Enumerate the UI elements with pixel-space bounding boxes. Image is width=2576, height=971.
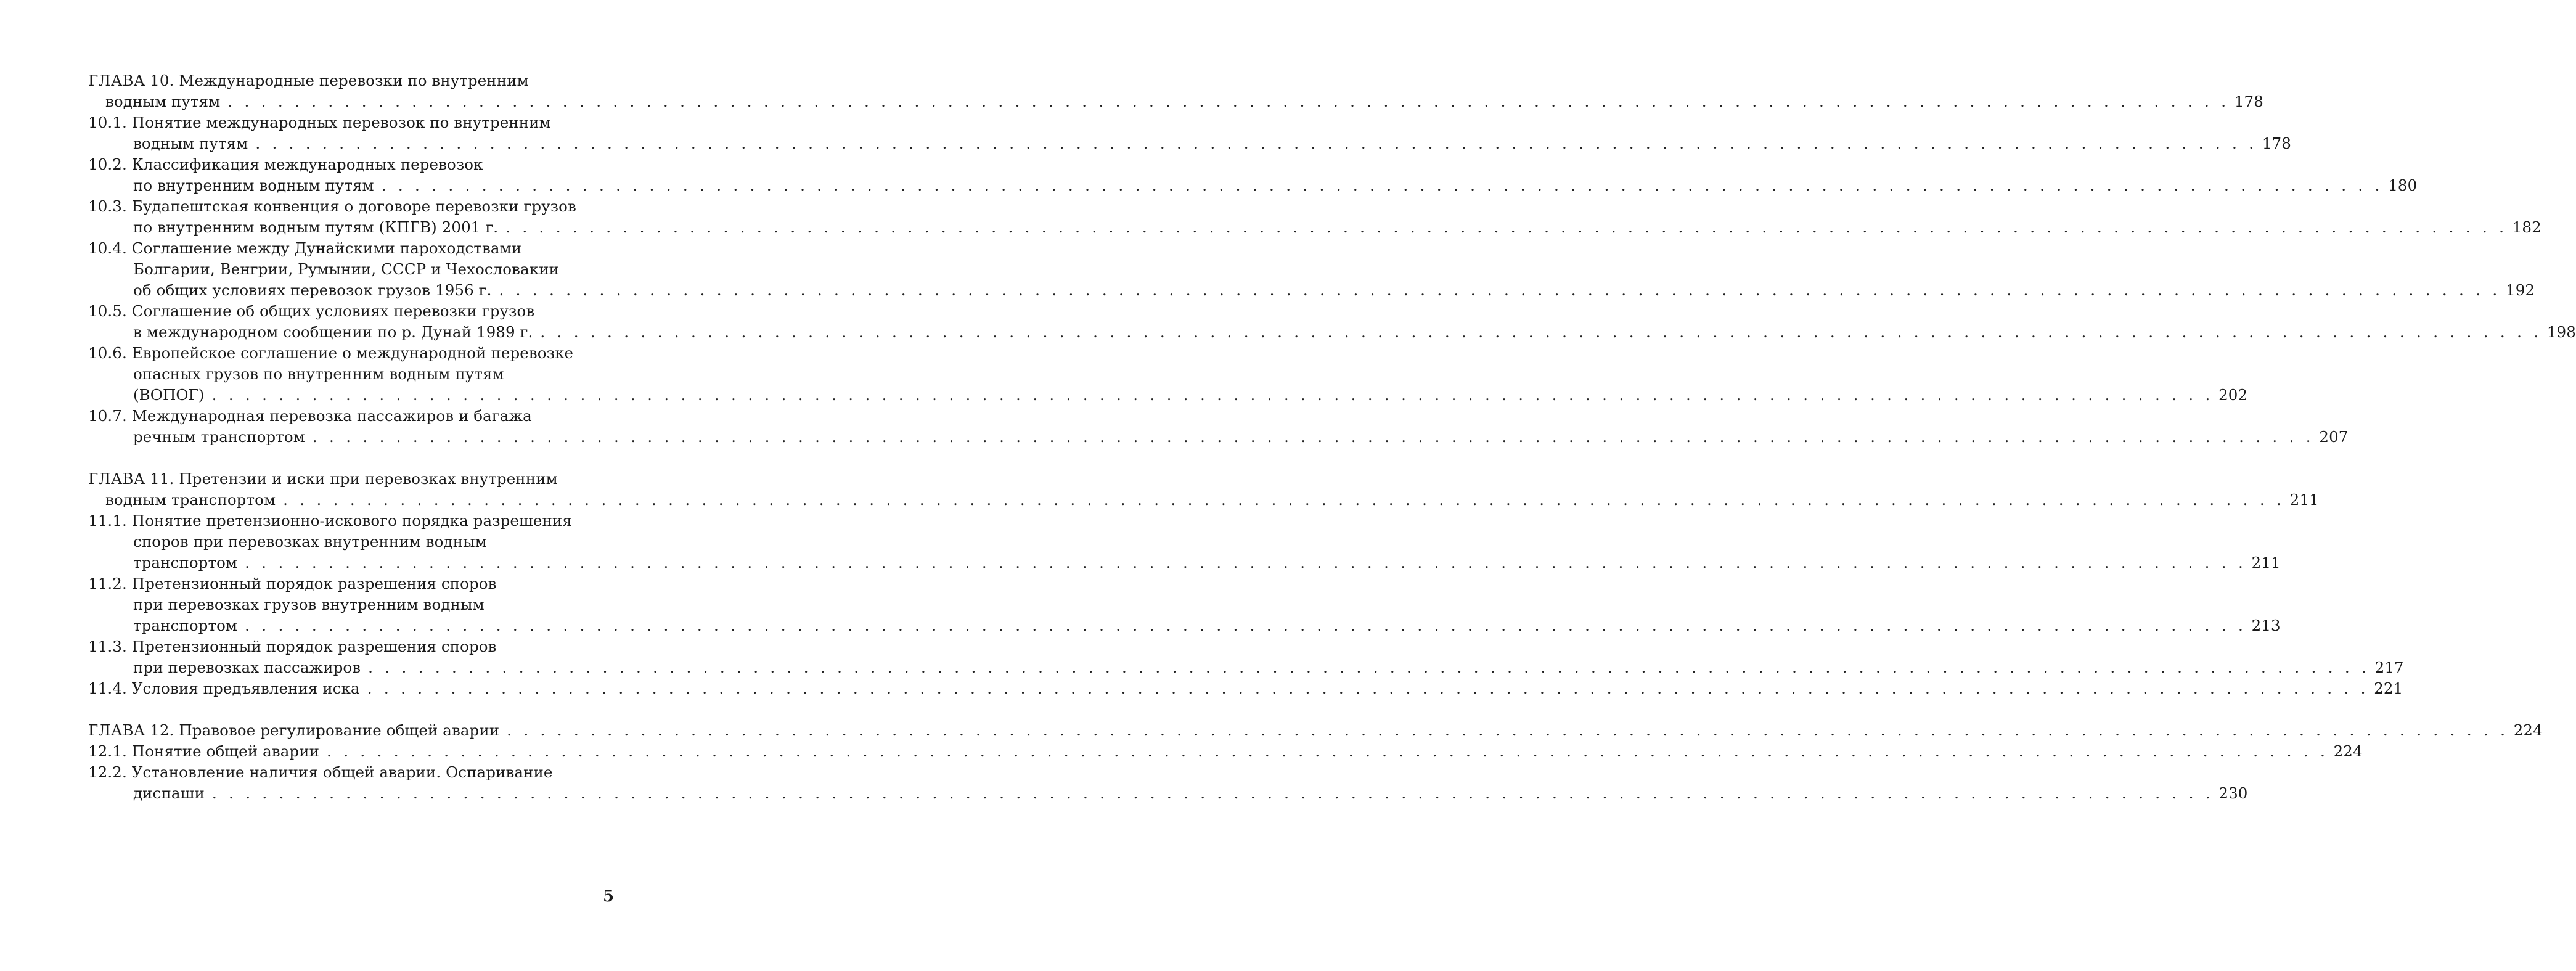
section-number: 10.7.: [88, 407, 127, 425]
entry-title: в международном сообщении по р. Дунай 1989 г.: [133, 323, 533, 341]
toc-section: [88, 741, 2363, 762]
toc-section: [88, 678, 2403, 699]
section-title-continuation: [88, 280, 2535, 301]
section-number: 11.3.: [88, 637, 127, 655]
entry-title: по внутренним водным путям: [133, 176, 374, 194]
entry-title: Условия предъявления иска: [131, 679, 360, 697]
entry-title: водным транспортом: [105, 491, 276, 509]
entry-title: ГЛАВА 12. Правовое регулирование общей аварии: [88, 721, 500, 739]
section-title-continuation: [88, 259, 613, 280]
section-number: 11.2.: [88, 575, 127, 592]
dot-leader: . . . . . . . . . . . . . . . . . . . . . . . . . . . . . . . . . . . . . . . . . . . . . . . . . . . . . . . . . . . . . . . . . . . . . . . . . . . . . . . . . . . . . . . . . . . . . . . . . . . . . . . . . . . . . . . . . . . . . . . .: [327, 742, 2329, 760]
section-title-continuation: [88, 552, 2281, 573]
section-number: 12.2.: [88, 763, 127, 781]
toc-section: [88, 238, 2535, 301]
entry-title: Международная перевозка пассажиров и багажа: [131, 407, 532, 425]
dot-leader: . . . . . . . . . . . . . . . . . . . . . . . . . . . . . . . . . . . . . . . . . . . . . . . . . . . . . . . . . . . . . . . . . . . . . . . . . . . . . . . . . . . . . . . . . . . . . . . . . . . . . . . . . . . . . . . . . . . . . . . .: [367, 679, 2370, 697]
section-number: 10.4.: [88, 239, 127, 257]
dot-leader: . . . . . . . . . . . . . . . . . . . . . . . . . . . . . . . . . . . . . . . . . . . . . . . . . . . . . . . . . . . . . . . . . . . . . . . . . . . . . . . . . . . . . . . . . . . . . . . . . . . . . . . . . . . . . . . . . . . . . . . .: [499, 281, 2501, 299]
section-number: 10.3.: [88, 197, 127, 215]
section-title-continuation: [88, 531, 613, 552]
entry-title: Классификация международных перевозок: [131, 155, 483, 173]
toc-section: [88, 112, 2291, 154]
section-number: 12.1.: [88, 742, 127, 760]
section-title-line: [88, 301, 613, 322]
entry-title: транспортом: [133, 617, 238, 634]
entry-title: Понятие общей аварии: [131, 742, 320, 760]
entry-title: ГЛАВА 11. Претензии и иски при перевозках внутренним: [88, 470, 558, 488]
entry-title: водным путям: [133, 134, 248, 152]
entry-title: Соглашение между Дунайскими пароходствами: [131, 239, 522, 257]
chapter-title-continuation: [88, 490, 2319, 510]
page-ref: 213: [2251, 617, 2281, 634]
toc-section: [88, 406, 2349, 448]
dot-leader: . . . . . . . . . . . . . . . . . . . . . . . . . . . . . . . . . . . . . . . . . . . . . . . . . . . . . . . . . . . . . . . . . . . . . . . . . . . . . . . . . . . . . . . . . . . . . . . . . . . . . . . . . . . . . . . . . . . . . . . .: [255, 134, 2257, 152]
chapter-title-line: [88, 469, 613, 490]
section-title-line: [88, 112, 613, 133]
page-ref: 230: [2218, 784, 2248, 802]
toc-chapter: [88, 469, 2404, 699]
dot-leader: . . . . . . . . . . . . . . . . . . . . . . . . . . . . . . . . . . . . . . . . . . . . . . . . . . . . . . . . . . . . . . . . . . . . . . . . . . . . . . . . . . . . . . . . . . . . . . . . . . . . . . . . . . . . . . . . . . . . . . . .: [245, 554, 2247, 572]
chapter-title-line: [88, 720, 2543, 741]
page-ref: 221: [2374, 679, 2403, 697]
section-title-line: [88, 343, 613, 364]
page-ref: 207: [2319, 428, 2349, 446]
dot-leader: . . . . . . . . . . . . . . . . . . . . . . . . . . . . . . . . . . . . . . . . . . . . . . . . . . . . . . . . . . . . . . . . . . . . . . . . . . . . . . . . . . . . . . . . . . . . . . . . . . . . . . . . . . . . . . . . . . . . . . . .: [368, 658, 2370, 676]
chapter-title-continuation: [88, 91, 2263, 112]
toc-section: [88, 343, 2248, 406]
entry-title: опасных грузов по внутренним водным путям: [133, 365, 504, 383]
section-title-continuation: [88, 427, 2349, 448]
section-title-continuation: [88, 385, 2248, 406]
table-of-contents: [88, 70, 2576, 825]
section-title-line: [88, 154, 613, 175]
entry-title: при перевозках грузов внутренним водным: [133, 596, 485, 613]
section-number: 10.5.: [88, 302, 127, 320]
section-title-continuation: [88, 594, 613, 615]
section-title-continuation: [88, 364, 613, 385]
page-ref: 224: [2513, 721, 2543, 739]
toc-section: [88, 762, 2248, 804]
page-ref: 211: [2289, 491, 2319, 509]
page-ref: 182: [2512, 218, 2541, 236]
entry-title: водным путям: [105, 92, 221, 110]
section-title-continuation: [88, 322, 2576, 343]
page-ref: 192: [2506, 281, 2535, 299]
section-title-line: [88, 573, 613, 594]
entry-title: Соглашение об общих условиях перевозки грузов: [131, 302, 535, 320]
toc-chapter: [88, 70, 2576, 448]
entry-title: споров при перевозках внутренним водным: [133, 533, 487, 551]
toc-section: [88, 154, 2418, 196]
entry-title: Понятие претензионно-искового порядка разрешения: [131, 512, 572, 530]
section-number: 11.4.: [88, 679, 127, 697]
page-number: 5: [603, 887, 615, 906]
section-number: 10.1.: [88, 113, 127, 131]
section-title-continuation: [88, 133, 2291, 154]
page-ref: 211: [2251, 554, 2281, 572]
section-number: 10.6.: [88, 344, 127, 362]
dot-leader: . . . . . . . . . . . . . . . . . . . . . . . . . . . . . . . . . . . . . . . . . . . . . . . . . . . . . . . . . . . . . . . . . . . . . . . . . . . . . . . . . . . . . . . . . . . . . . . . . . . . . . . . . . . . . . . . . . . . . . . .: [227, 92, 2230, 110]
section-number: 11.1.: [88, 512, 127, 530]
section-title-line: [88, 762, 613, 783]
section-title-continuation: [88, 217, 2541, 238]
toc-section: [88, 301, 2576, 343]
page-ref: 178: [2234, 92, 2263, 110]
entry-title: об общих условиях перевозок грузов 1956 г.: [133, 281, 492, 299]
section-title-line: [88, 406, 613, 427]
page-ref: 180: [2388, 176, 2418, 194]
dot-leader: . . . . . . . . . . . . . . . . . . . . . . . . . . . . . . . . . . . . . . . . . . . . . . . . . . . . . . . . . . . . . . . . . . . . . . . . . . . . . . . . . . . . . . . . . . . . . . . . . . . . . . . . . . . . . . . . . . . . . . . .: [312, 428, 2315, 446]
section-title-line: [88, 196, 613, 217]
dot-leader: . . . . . . . . . . . . . . . . . . . . . . . . . . . . . . . . . . . . . . . . . . . . . . . . . . . . . . . . . . . . . . . . . . . . . . . . . . . . . . . . . . . . . . . . . . . . . . . . . . . . . . . . . . . . . . . . . . . . . . . .: [507, 721, 2509, 739]
toc-section: [88, 573, 2281, 636]
toc-chapter: [88, 720, 2543, 804]
toc-section: [88, 510, 2281, 573]
page-ref: 217: [2374, 658, 2404, 676]
entry-title: при перевозках пассажиров: [133, 658, 361, 676]
dot-leader: . . . . . . . . . . . . . . . . . . . . . . . . . . . . . . . . . . . . . . . . . . . . . . . . . . . . . . . . . . . . . . . . . . . . . . . . . . . . . . . . . . . . . . . . . . . . . . . . . . . . . . . . . . . . . . . . . . . . . . . .: [245, 617, 2247, 634]
dot-leader: . . . . . . . . . . . . . . . . . . . . . . . . . . . . . . . . . . . . . . . . . . . . . . . . . . . . . . . . . . . . . . . . . . . . . . . . . . . . . . . . . . . . . . . . . . . . . . . . . . . . . . . . . . . . . . . . . . . . . . . .: [381, 176, 2384, 194]
section-title-line: [88, 510, 613, 531]
toc-section: [88, 636, 2404, 678]
dot-leader: . . . . . . . . . . . . . . . . . . . . . . . . . . . . . . . . . . . . . . . . . . . . . . . . . . . . . . . . . . . . . . . . . . . . . . . . . . . . . . . . . . . . . . . . . . . . . . . . . . . . . . . . . . . . . . . . . . . . . . . .: [283, 491, 2285, 509]
entry-title: Претензионный порядок разрешения споров: [131, 575, 497, 592]
section-title-continuation: [88, 657, 2404, 678]
entry-title: речным транспортом: [133, 428, 305, 446]
dot-leader: . . . . . . . . . . . . . . . . . . . . . . . . . . . . . . . . . . . . . . . . . . . . . . . . . . . . . . . . . . . . . . . . . . . . . . . . . . . . . . . . . . . . . . . . . . . . . . . . . . . . . . . . . . . . . . . . . . . . . . . .: [211, 784, 2214, 802]
entry-title: ГЛАВА 10. Международные перевозки по внутренним: [88, 72, 529, 89]
section-title-continuation: [88, 783, 2248, 804]
section-title-continuation: [88, 175, 2418, 196]
entry-title: Болгарии, Венгрии, Румынии, СССР и Чехословакии: [133, 260, 560, 278]
page-ref: 202: [2218, 386, 2248, 404]
page-ref: 178: [2262, 134, 2291, 152]
dot-leader: . . . . . . . . . . . . . . . . . . . . . . . . . . . . . . . . . . . . . . . . . . . . . . . . . . . . . . . . . . . . . . . . . . . . . . . . . . . . . . . . . . . . . . . . . . . . . . . . . . . . . . . . . . . . . . . . . . . . . . . .: [505, 218, 2508, 236]
section-number: 10.2.: [88, 155, 127, 173]
section-title-line: [88, 678, 2403, 699]
chapter-title-line: [88, 70, 613, 91]
entry-title: Понятие международных перевозок по внутренним: [131, 113, 551, 131]
dot-leader: . . . . . . . . . . . . . . . . . . . . . . . . . . . . . . . . . . . . . . . . . . . . . . . . . . . . . . . . . . . . . . . . . . . . . . . . . . . . . . . . . . . . . . . . . . . . . . . . . . . . . . . . . . . . . . . . . . . . . . . .: [211, 386, 2214, 404]
entry-title: транспортом: [133, 554, 238, 572]
entry-title: (ВОПОГ): [133, 386, 205, 404]
dot-leader: . . . . . . . . . . . . . . . . . . . . . . . . . . . . . . . . . . . . . . . . . . . . . . . . . . . . . . . . . . . . . . . . . . . . . . . . . . . . . . . . . . . . . . . . . . . . . . . . . . . . . . . . . . . . . . . . . . . . . . . .: [540, 323, 2542, 341]
section-title-line: [88, 636, 613, 657]
entry-title: Установление наличия общей аварии. Оспаривание: [131, 763, 553, 781]
section-title-line: [88, 238, 613, 259]
entry-title: Претензионный порядок разрешения споров: [131, 637, 497, 655]
section-title-continuation: [88, 615, 2281, 636]
entry-title: Европейское соглашение о международной перевозке: [131, 344, 574, 362]
entry-title: диспаши: [133, 784, 205, 802]
entry-title: по внутренним водным путям (КПГВ) 2001 г.: [133, 218, 499, 236]
page-ref: 198: [2546, 323, 2576, 341]
entry-title: Будапештская конвенция о договоре перевозки грузов: [131, 197, 576, 215]
toc-section: [88, 196, 2541, 238]
page-ref: 224: [2333, 742, 2363, 760]
section-title-line: [88, 741, 2363, 762]
